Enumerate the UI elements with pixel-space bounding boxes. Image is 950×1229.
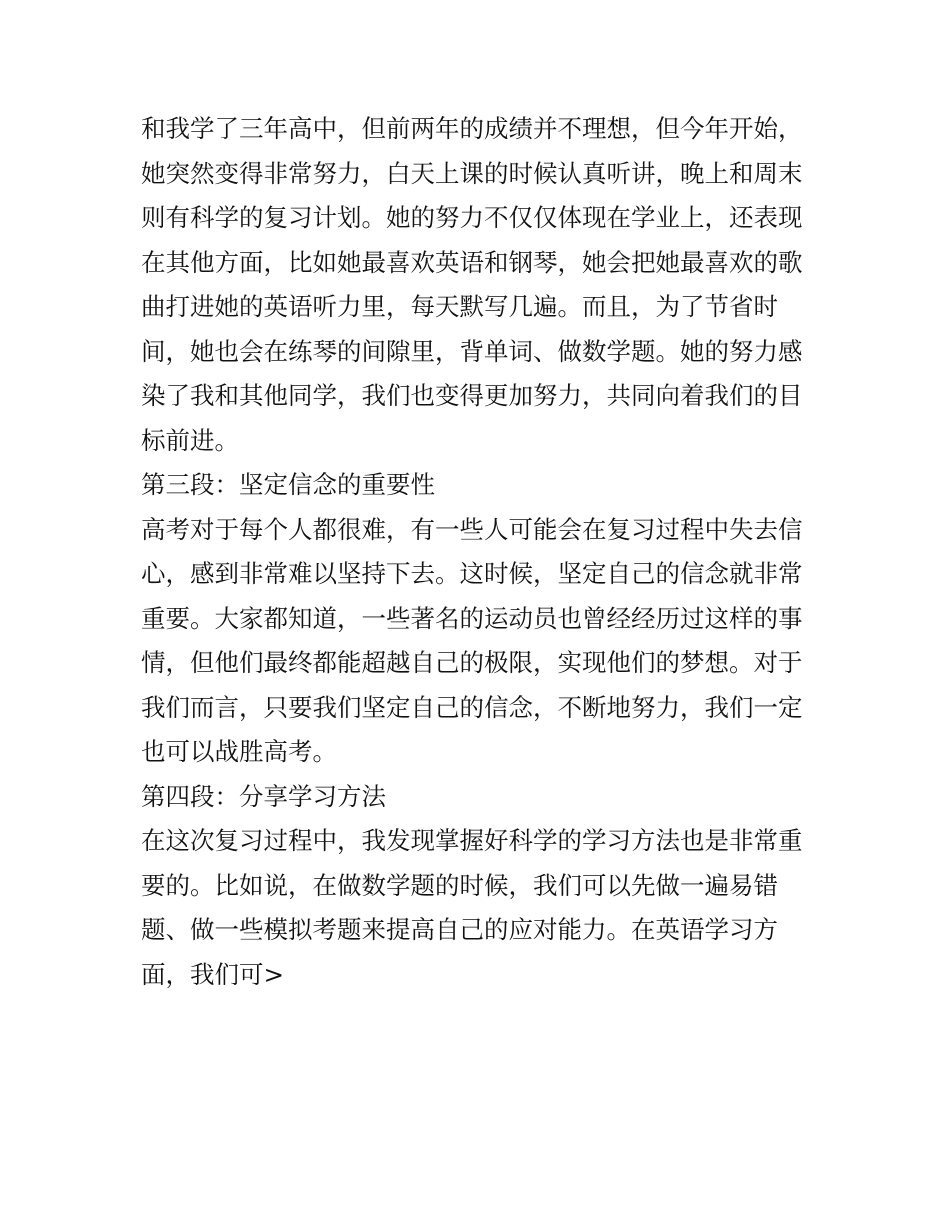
body-line: 曲打进她的英语听力里，每天默写几遍。而且，为了节省时 [141,292,778,321]
body-line: 和我学了三年高中，但前两年的成绩并不理想，但今年开始， [141,114,803,143]
body-line: 则有科学的复习计划。她的努力不仅仅体现在学业上，还表现 [141,203,803,232]
body-line: 要的。比如说，在做数学题的时候，我们可以先做一遍易错 [141,870,778,900]
body-line: 我们而言，只要我们坚定自己的信念，不断地努力，我们一定 [141,692,803,722]
body-line: 情，但他们最终都能超越自己的极限，实现他们的梦想。对于 [141,648,803,677]
body-line: 染了我和其他同学，我们也变得更加努力，共同向着我们的目 [141,381,803,410]
body-line: 高考对于每个人都很难，有一些人可能会在复习过程中失去信 [141,514,803,544]
body-line: 心，感到非常难以坚持下去。这时候，坚定自己的信念就非常 [141,559,803,588]
body-line: 题、做一些模拟考题来提高自己的应对能力。在英语学习方 [141,915,778,944]
body-line: 也可以战胜高考。 [141,737,337,766]
body-line: 面，我们可> [141,959,285,989]
body-line: 间，她也会在练琴的间隙里，背单词、做数学题。她的努力感 [141,336,803,366]
section-heading: 第三段：坚定信念的重要性 [141,470,435,499]
body-line: 在这次复习过程中，我发现掌握好科学的学习方法也是非常重 [141,826,803,855]
body-line: 重要。大家都知道，一些著名的运动员也曾经经历过这样的事 [141,603,803,633]
body-line: 她突然变得非常努力，白天上课的时候认真听讲，晚上和周末 [141,158,803,188]
document-body [141,107,821,997]
section-heading: 第四段：分享学习方法 [141,781,386,811]
body-line: 在其他方面，比如她最喜欢英语和钢琴，她会把她最喜欢的歌 [141,247,803,277]
body-line: 标前进。 [141,425,239,455]
